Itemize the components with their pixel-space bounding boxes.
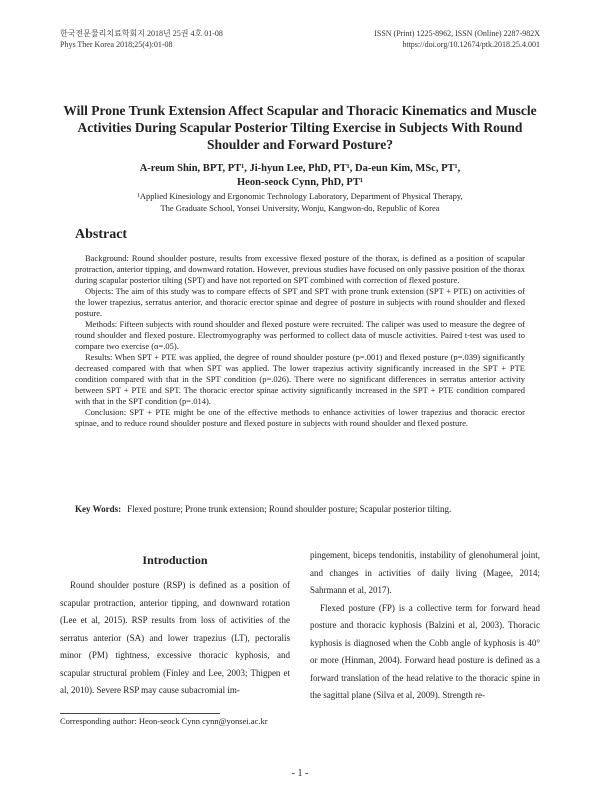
left-column: [60, 577, 290, 700]
abstract-background: Background: Round shoulder posture, results from excessive flexed posture of the thorax, is defined as a position of scapular protraction, anterior tipping, and downward rotation. However, previous studies have focused on only passive position of the thorax during scapular posterior tilting (SPT) and have not reported on SPT combined with correction of flexed posture.: [75, 253, 525, 285]
affiliation-line-2: The Graduate School, Yonsei University, Wonju, Kangwon-do, Republic of Korea: [160, 203, 440, 213]
keywords-text: Flexed posture; Prone trunk extension; Round shoulder posture; Scapular posterior tilting.: [127, 504, 452, 514]
intro-paragraph-1-continued: pingement, biceps tendonitis, instability of glenohumeral joint, and changes in activities of daily living (Magee, 2014; Sahrmann et al, 2017).: [310, 550, 540, 595]
journal-korean-citation: 한국전문물리치료학회지 2018년 25권 4호 01-08: [60, 29, 223, 38]
abstract-methods: Methods: Fifteen subjects with round shoulder and flexed posture were recruited. The caliper was used to measure the degree of round shoulder and flexed posture. Electromyography was performed to collect data of muscle activities. Paired t-test was used to compare two exercise (α=.05).: [75, 319, 525, 351]
intro-paragraph-2: Flexed posture (FP) is a collective term for forward head posture and thoracic kyphosis (Balzini et al, 2003). Thoracic kyphosis is diagnosed when the Cobb angle of kyphosis is 40° or more (Hinman, 2004). Forward head posture is defined as a forward translation of the head relative to the thoracic spine in the sagittal plane (Silva et al, 2009). Strength re-: [310, 602, 540, 700]
keywords-label: Key Words:: [75, 504, 122, 514]
issn-line: ISSN (Print) 1225-8962, ISSN (Online) 2287-982X: [374, 29, 540, 38]
author-line-2: Heon-seock Cynn, PhD, PT¹: [237, 177, 363, 188]
intro-paragraph-1: Round shoulder posture (RSP) is defined as a position of scapular protraction, anterior tipping, and downward rotation (Lee et al, 2015). RSP results from loss of activities of the serratus anterior (SA) and lower trapezius (LT), pectoralis minor (PM) tightness, excessive thoracic kyphosis, and scapular structural problem (Finley and Lee, 2003; Thigpen et al, 2010). Severe RSP may cause subacromial im-: [60, 580, 290, 695]
abstract-conclusion: Conclusion: SPT + PTE might be one of the effective methods to enhance activities of lower trapezius and thoracic erector spinae, and to reduce round shoulder posture and flexed posture in subjects with round shoulder and flexed posture.: [75, 407, 525, 428]
footnote-divider: [60, 713, 220, 714]
abstract-heading: Abstract: [75, 227, 128, 242]
abstract-body: [75, 253, 525, 429]
paper-title: Will Prone Trunk Extension Affect Scapular and Thoracic Kinematics and Muscle Activities During Scapular Posterior Tilting Exercise in Subjects With Round Shoulder and Forward Posture?: [63, 103, 537, 152]
author-line-1: A-reum Shin, BPT, PT¹, Ji-hyun Lee, PhD, PT¹, Da-eun Kim, MSc, PT¹,: [139, 163, 461, 174]
affiliation-line-1: ¹Applied Kinesiology and Ergonomic Technology Laboratory, Department of Physical Therapy,: [137, 191, 463, 201]
right-column: [310, 547, 540, 705]
abstract-results: Results: When SPT + PTE was applied, the degree of round shoulder posture (p=.001) and flexed posture (p=.039) significantly decreased compared with that when SPT was applied. The lower trapezius activity significantly increased in the SPT + PTE condition compared with that in the SPT condition (p=.026). There were no significant differences in serratus anterior activity between SPT + PTE and SPT. The thoracic erector spinae activity significantly increased in the SPT + PTE condition compared with that in the SPT condition (p=.014).: [75, 352, 525, 406]
abstract-objects: Objects: The aim of this study was to compare effects of SPT and SPT with prone trunk extension (SPT + PTE) on activities of the lower trapezius, serratus anterior, and thoracic erector spinae and degree of posture in subjects with round shoulder and flexed posture.: [75, 286, 525, 318]
corresponding-author-footnote: Corresponding author: Heon-seock Cynn cynn@yonsei.ac.kr: [60, 716, 268, 726]
keywords: [75, 503, 525, 515]
doi-link[interactable]: https://doi.org/10.12674/ptk.2018.25.4.001: [402, 40, 540, 49]
page-number: - 1 -: [291, 768, 309, 779]
journal-english-citation: Phys Ther Korea 2018;25(4):01-08: [60, 40, 173, 49]
author-list: [60, 162, 540, 190]
running-header-left: [60, 28, 223, 50]
introduction-heading: Introduction: [142, 553, 208, 567]
running-header-right: [374, 28, 540, 50]
affiliation: [60, 190, 540, 214]
